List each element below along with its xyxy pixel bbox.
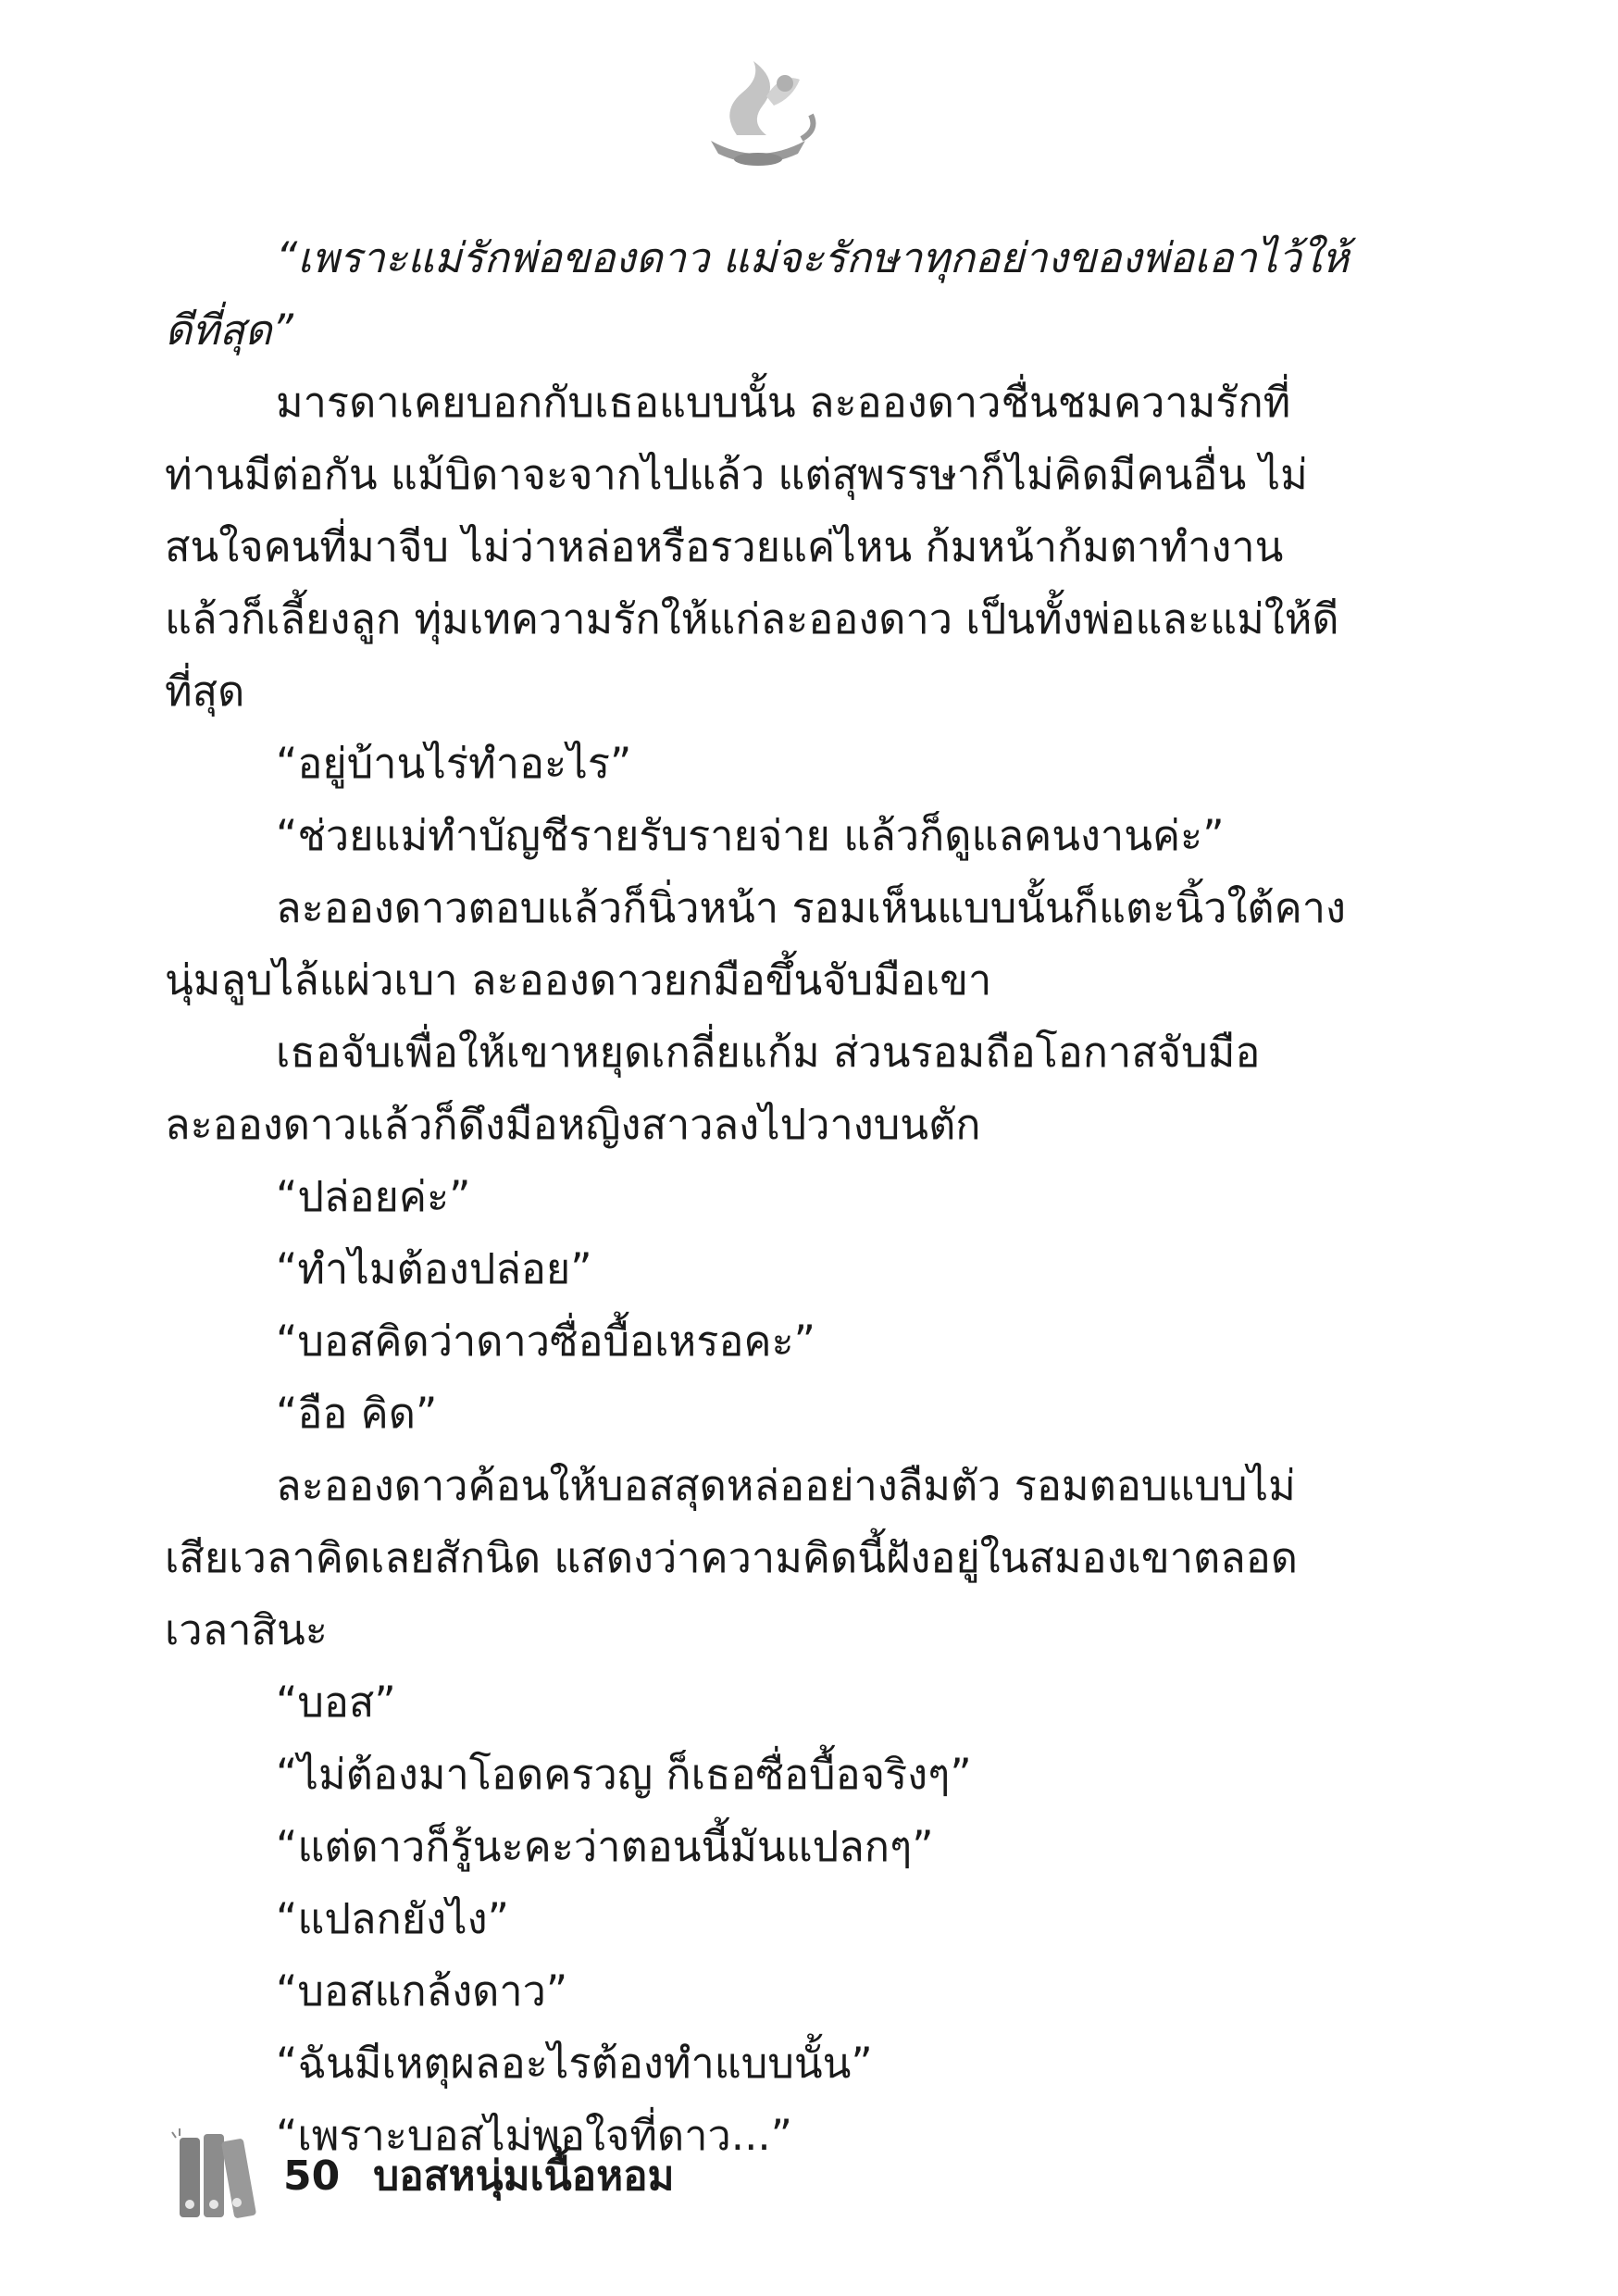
paragraph: มารดาเคยบอกกับเธอแบบนั้น ละอองดาวชื่นชมความรักที่ท่านมีต่อกัน แม้บิดาจะจากไปแล้ว แต่สุพรรษาก็ไม่คิดมีคนอื่น ไม่สนใจคนที่มาจีบ ไม่ว่าหล่อหรือรวยแค่ไหน ก้มหน้าก้มตาทำงานแล้วก็เลี้ยงลูก ทุ่มเทความรักให้แก่ละอองดาว เป็นทั้งพ่อและแม่ให้ดีที่สุด <box>165 378 1339 716</box>
paragraph: เธอจับเพื่อให้เขาหยุดเกลี่ยแก้ม ส่วนรอมถือโอกาสจับมือละอองดาวแล้วก็ดึงมือหญิงสาวลงไปวางบนตัก <box>165 1028 1261 1149</box>
book-title: บอสหนุ่มเนื้อหอม <box>373 2152 675 2200</box>
dialogue-line: “บอส” <box>276 1678 396 1727</box>
dialogue-line: “ปล่อยค่ะ” <box>276 1172 471 1221</box>
dialogue-line: “ไม่ต้องมาโอดครวญ ก็เธอซื่อบื้อจริงๆ” <box>276 1750 972 1799</box>
dialogue-line: “แต่ดาวก็รู้นะคะว่าตอนนี้มันแปลกๆ” <box>276 1822 934 1871</box>
dialogue-line: “ทำไมต้องปล่อย” <box>276 1244 592 1293</box>
dialogue-line: “ฉันมีเหตุผลอะไรต้องทำแบบนั้น” <box>276 2039 873 2088</box>
paragraph: ละอองดาวค้อนให้บอสสุดหล่ออย่างลืมตัว รอมตอบแบบไม่เสียเวลาคิดเลยสักนิด แสดงว่าความคิดนี้ฝังอยู่ในสมองเขาตลอดเวลาสินะ <box>165 1461 1299 1654</box>
paragraph: ละอองดาวตอบแล้วก็นิ่วหน้า รอมเห็นแบบนั้นก็แตะนิ้วใต้คางนุ่มลูบไล้แผ่วเบา ละอองดาวยกมือขึ้นจับมือเขา <box>165 883 1347 1004</box>
dialogue-line: “แปลกยังไง” <box>276 1894 509 1943</box>
dialogue-line: “เพราะบอสไม่พอใจที่ดาว...” <box>276 2111 792 2160</box>
dialogue-line: “อยู่บ้านไร่ทำอะไร” <box>276 739 632 788</box>
page-number: 50 <box>283 2152 341 2200</box>
dialogue-line: “อือ คิด” <box>276 1389 438 1438</box>
lamp-ornament-icon <box>692 56 822 176</box>
body-text <box>165 222 1351 2172</box>
paragraph: “เพราะแม่รักพ่อของดาว แม่จะรักษาทุกอย่างของพ่อเอาไว้ให้ดีที่สุด” <box>165 233 1350 355</box>
page-footer <box>167 2120 907 2231</box>
dialogue-line: “ช่วยแม่ทำบัญชีรายรับรายจ่าย แล้วก็ดูแลคนงานค่ะ” <box>276 811 1225 860</box>
dialogue-line: “บอสคิดว่าดาวซื่อบื้อเหรอคะ” <box>276 1316 815 1366</box>
books-icon <box>167 2125 268 2227</box>
dialogue-line: “บอสแกล้งดาว” <box>276 1966 568 2015</box>
